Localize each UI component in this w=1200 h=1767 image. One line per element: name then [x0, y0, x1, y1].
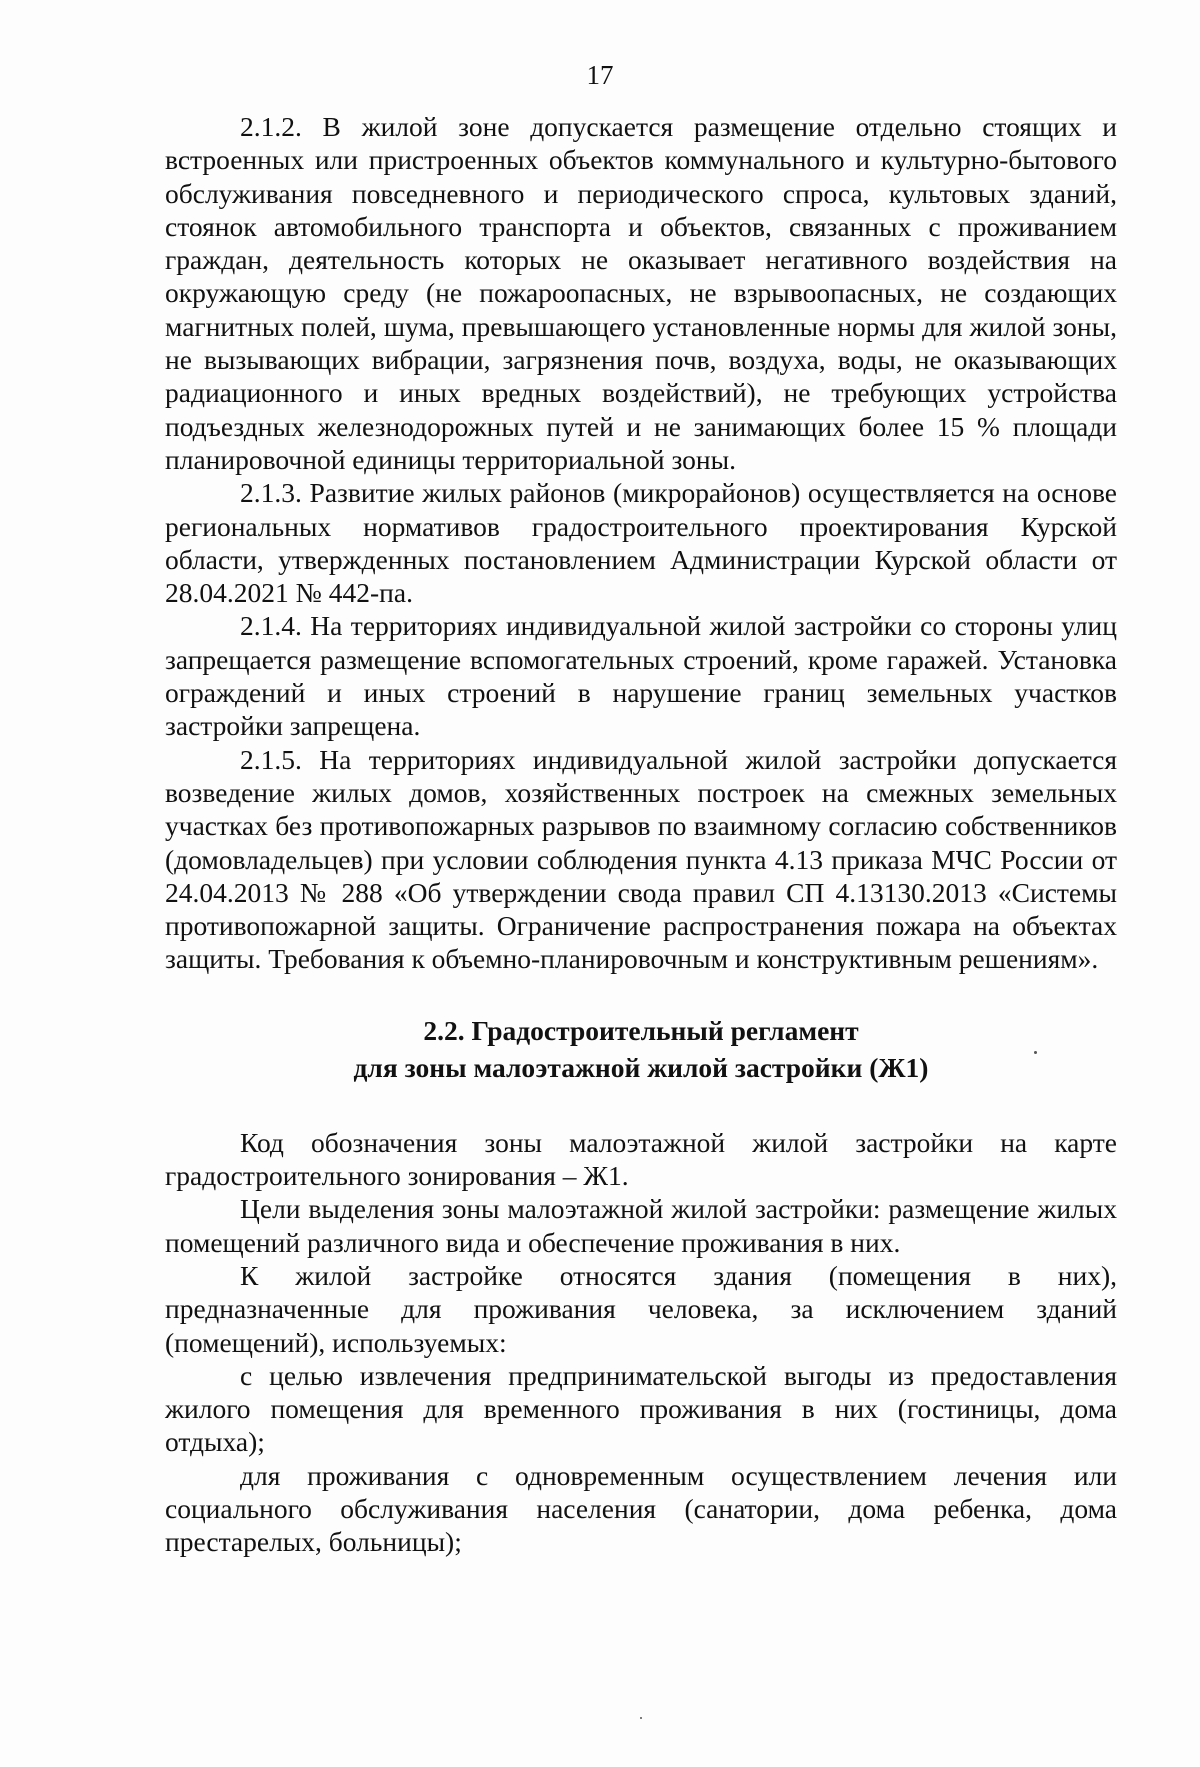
- page-number: 17: [586, 60, 614, 90]
- paragraph-2-1-4: 2.1.4. На территориях индивидуальной жилой застройки со стороны улиц запрещается размещение вспомогательных строений, кроме гаражей. Установка ограждений и иных строений в нарушение границ земельных участков застройки запрещена.: [165, 610, 1117, 742]
- paragraph-residential-definition: К жилой застройке относятся здания (помещения в них), предназначенные для проживания человека, за исключением зданий (помещений), используемых:: [165, 1259, 1117, 1358]
- paragraph-zone-goals: Цели выделения зоны малоэтажной жилой застройки: размещение жилых помещений различного вида и обеспечение проживания в них.: [165, 1193, 1117, 1258]
- paragraph-exclusion-profit: с целью извлечения предпринимательской выгоды из предоставления жилого помещения для временного проживания в них (гостиницы, дома отдыха);: [165, 1359, 1117, 1458]
- page-body: [165, 110, 1117, 1559]
- paragraph-2-1-3: 2.1.3. Развитие жилых районов (микрорайонов) осуществляется на основе региональных нормативов градостроительного проектирования Курской области, утвержденных постановлением Администрации Курской области от 28.04.2021 № 442-па.: [165, 477, 1117, 609]
- section-heading-line-2: для зоны малоэтажной жилой застройки (Ж1): [353, 1051, 929, 1083]
- paragraph-2-1-2: 2.1.2. В жилой зоне допускается размещение отдельно стоящих и встроенных или пристроенных объектов коммунального и культурно-бытового обслуживания повседневного и периодического спроса, культовых зданий, стоянок автомобильного транспорта и объектов, связанных с проживанием граждан, деятельность которых не оказывает негативного воздействия на окружающую среду (не пожароопасных, не взрывоопасных, не создающих магнитных полей, шума, превышающего установленные нормы для жилой зоны, не вызывающих вибрации, загрязнения почв, воздуха, воды, не оказывающих радиационного и иных вредных воздействий), не требующих устройства подъездных железнодорожных путей и не занимающих более 15 % площади планировочной единицы территориальной зоны.: [165, 111, 1117, 475]
- scan-speck: [1034, 1051, 1037, 1054]
- scan-speck: [640, 1717, 642, 1719]
- section-heading: [165, 1012, 1117, 1086]
- paragraph-2-1-5: 2.1.5. На территориях индивидуальной жилой застройки допускается возведение жилых домов, хозяйственных построек на смежных земельных участках без противопожарных разрывов по взаимному согласию собственников (домовладельцев) при условии соблюдения пункта 4.13 приказа МЧС России от 24.04.2013 № 288 «Об утверждении свода правил СП 4.13130.2013 «Системы противопожарной защиты. Ограничение распространения пожара на объектах защиты. Требования к объемно-планировочным и конструктивным решениям».: [165, 743, 1117, 975]
- paragraph-exclusion-treatment: для проживания с одновременным осуществлением лечения или социального обслуживания населения (санатории, дома ребенка, дома престарелых, больницы);: [165, 1459, 1117, 1558]
- section-heading-line-1: 2.2. Градостроительный регламент: [423, 1014, 859, 1046]
- paragraph-zone-code: Код обозначения зоны малоэтажной жилой застройки на карте градостроительного зонирования – Ж1.: [165, 1126, 1117, 1192]
